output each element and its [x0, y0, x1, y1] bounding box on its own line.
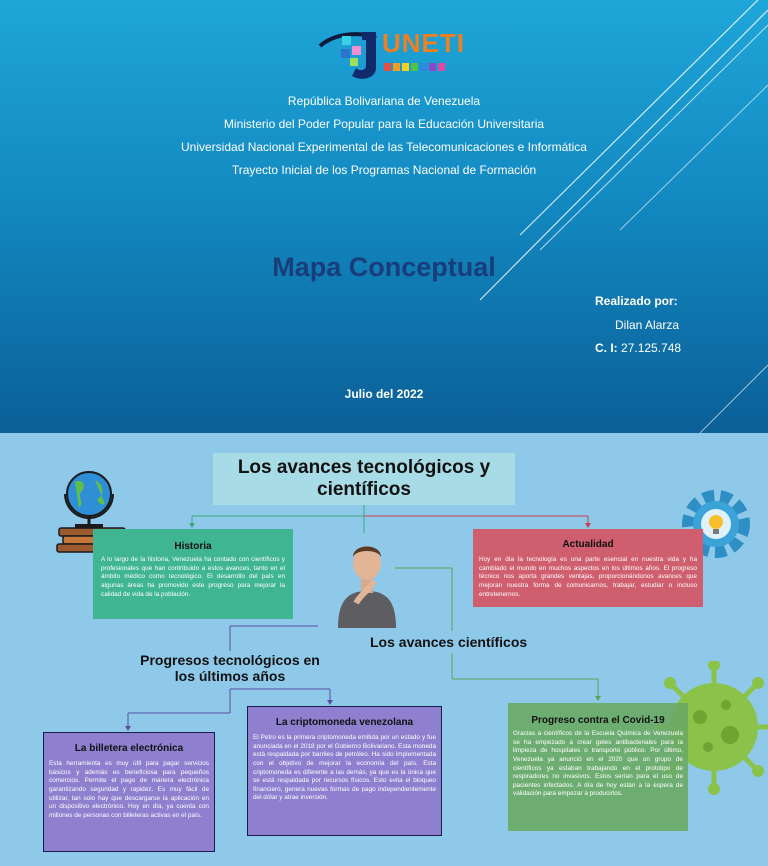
- historia-box: [93, 529, 293, 619]
- historia-text: A lo largo de la historia, Venezuela ha contado con científicos y profesionales que han contribuido a estos avances, tanto en el ámbito médico como tecnológico. El desarrollo del país en algunas áreas ha promovido este progreso para mejorar la calidad de vida de la población.: [101, 556, 285, 598]
- institution-line-4: Trayecto Inicial de los Programas Nacional de Formación: [231, 163, 537, 177]
- actualidad-box: [473, 529, 703, 607]
- actualidad-text: Hoy en día la tecnología es una parte esencial en nuestra vida y ha cambiado el mundo en muchos aspectos en los últimos años. El progreso técnico nos aporta grandes ventajas, proporcionándonos avances que mejoran nuestra forma de comunicarnos, trabajar, estudiar o incluso entretenernos.: [479, 556, 697, 598]
- cripto-box: [247, 706, 442, 836]
- billetera-title: La billetera electrónica: [74, 743, 184, 754]
- ci-row: [595, 341, 681, 355]
- covid-text: Gracias a científicos de la Escuela Química de Venezuela se ha empezado a crear geles antibacteriales para la limpieza de hospitales o transporte público. Por último, Venezuela ya anunció en el 2020 que un grupo de científicos ya estaban trabajando en el prototipo de respiradores no invasivos. Estos serían para el uso de pacientes infectados. A día de hoy están a la espera de validación para empezar a producirlos.: [513, 730, 683, 798]
- covid-title: Progreso contra el Covid-19: [531, 715, 665, 726]
- historia-title: Historia: [174, 541, 212, 552]
- main-title-box: [213, 453, 515, 505]
- progresos-line-2: los últimos años: [174, 668, 286, 684]
- author-name: Dilan Alarza: [615, 318, 680, 332]
- uneti-logo: [316, 24, 465, 84]
- covid-box: [508, 703, 688, 831]
- logo-text: UNETI: [382, 28, 465, 58]
- progresos-line-1: Progresos tecnológicos en: [140, 652, 320, 668]
- actualidad-title: Actualidad: [562, 539, 614, 550]
- cover-title: Mapa Conceptual: [272, 252, 496, 282]
- ci-label: C. I:: [595, 341, 618, 355]
- billetera-text: Esta herramienta es muy útil para pagar servicios básicos y además es beneficiosa para pequeños comercios. Permite el pago de manera electrónica garantizando seguridad y rapidez. Es muy fácil de utilizar, tan solo hay que descargarse la aplicación en un dispositivo electrónico. Hoy en día, ya cuenta con millones de personas con billeteras activas en el país.: [49, 760, 209, 819]
- concept-map-slide: [0, 433, 768, 866]
- main-title-line-1: Los avances tecnológicos y: [237, 457, 491, 478]
- cientificos-label: Los avances científicos: [370, 634, 528, 650]
- cripto-title: La criptomoneda venezolana: [275, 717, 414, 728]
- institution-line-1: República Bolivariana de Venezuela: [287, 94, 481, 108]
- cover-date: Julio del 2022: [344, 387, 424, 401]
- made-by-label: Realizado por:: [595, 294, 678, 308]
- institution-line-2: Ministerio del Poder Popular para la Educación Universitaria: [223, 117, 545, 131]
- institution-line-3: Universidad Nacional Experimental de las Telecomunicaciones e Informática: [181, 140, 587, 154]
- progresos-label: [120, 652, 340, 684]
- main-title-line-2: científicos: [317, 479, 411, 500]
- thinking-man-illustration: [332, 533, 402, 628]
- cripto-text: El Petro es la primera criptomoneda emitida por un estado y fue anunciada en el 2018 por el Gobierno Bolivariano. Esta moneda está respaldada por barriles de petróleo. Ha sido implementada con el objetivo de mejorar la economía del país. Esta criptomoneda es diferente a las demás, ya que es la única que se está respaldada por recursos físicos. Esto evita el bloqueo financiero, genera nuevas formas de pago independientemente del dólar y atrae inversión.: [253, 734, 436, 802]
- billetera-box: [43, 732, 215, 852]
- ci-value: 27.125.748: [621, 341, 682, 355]
